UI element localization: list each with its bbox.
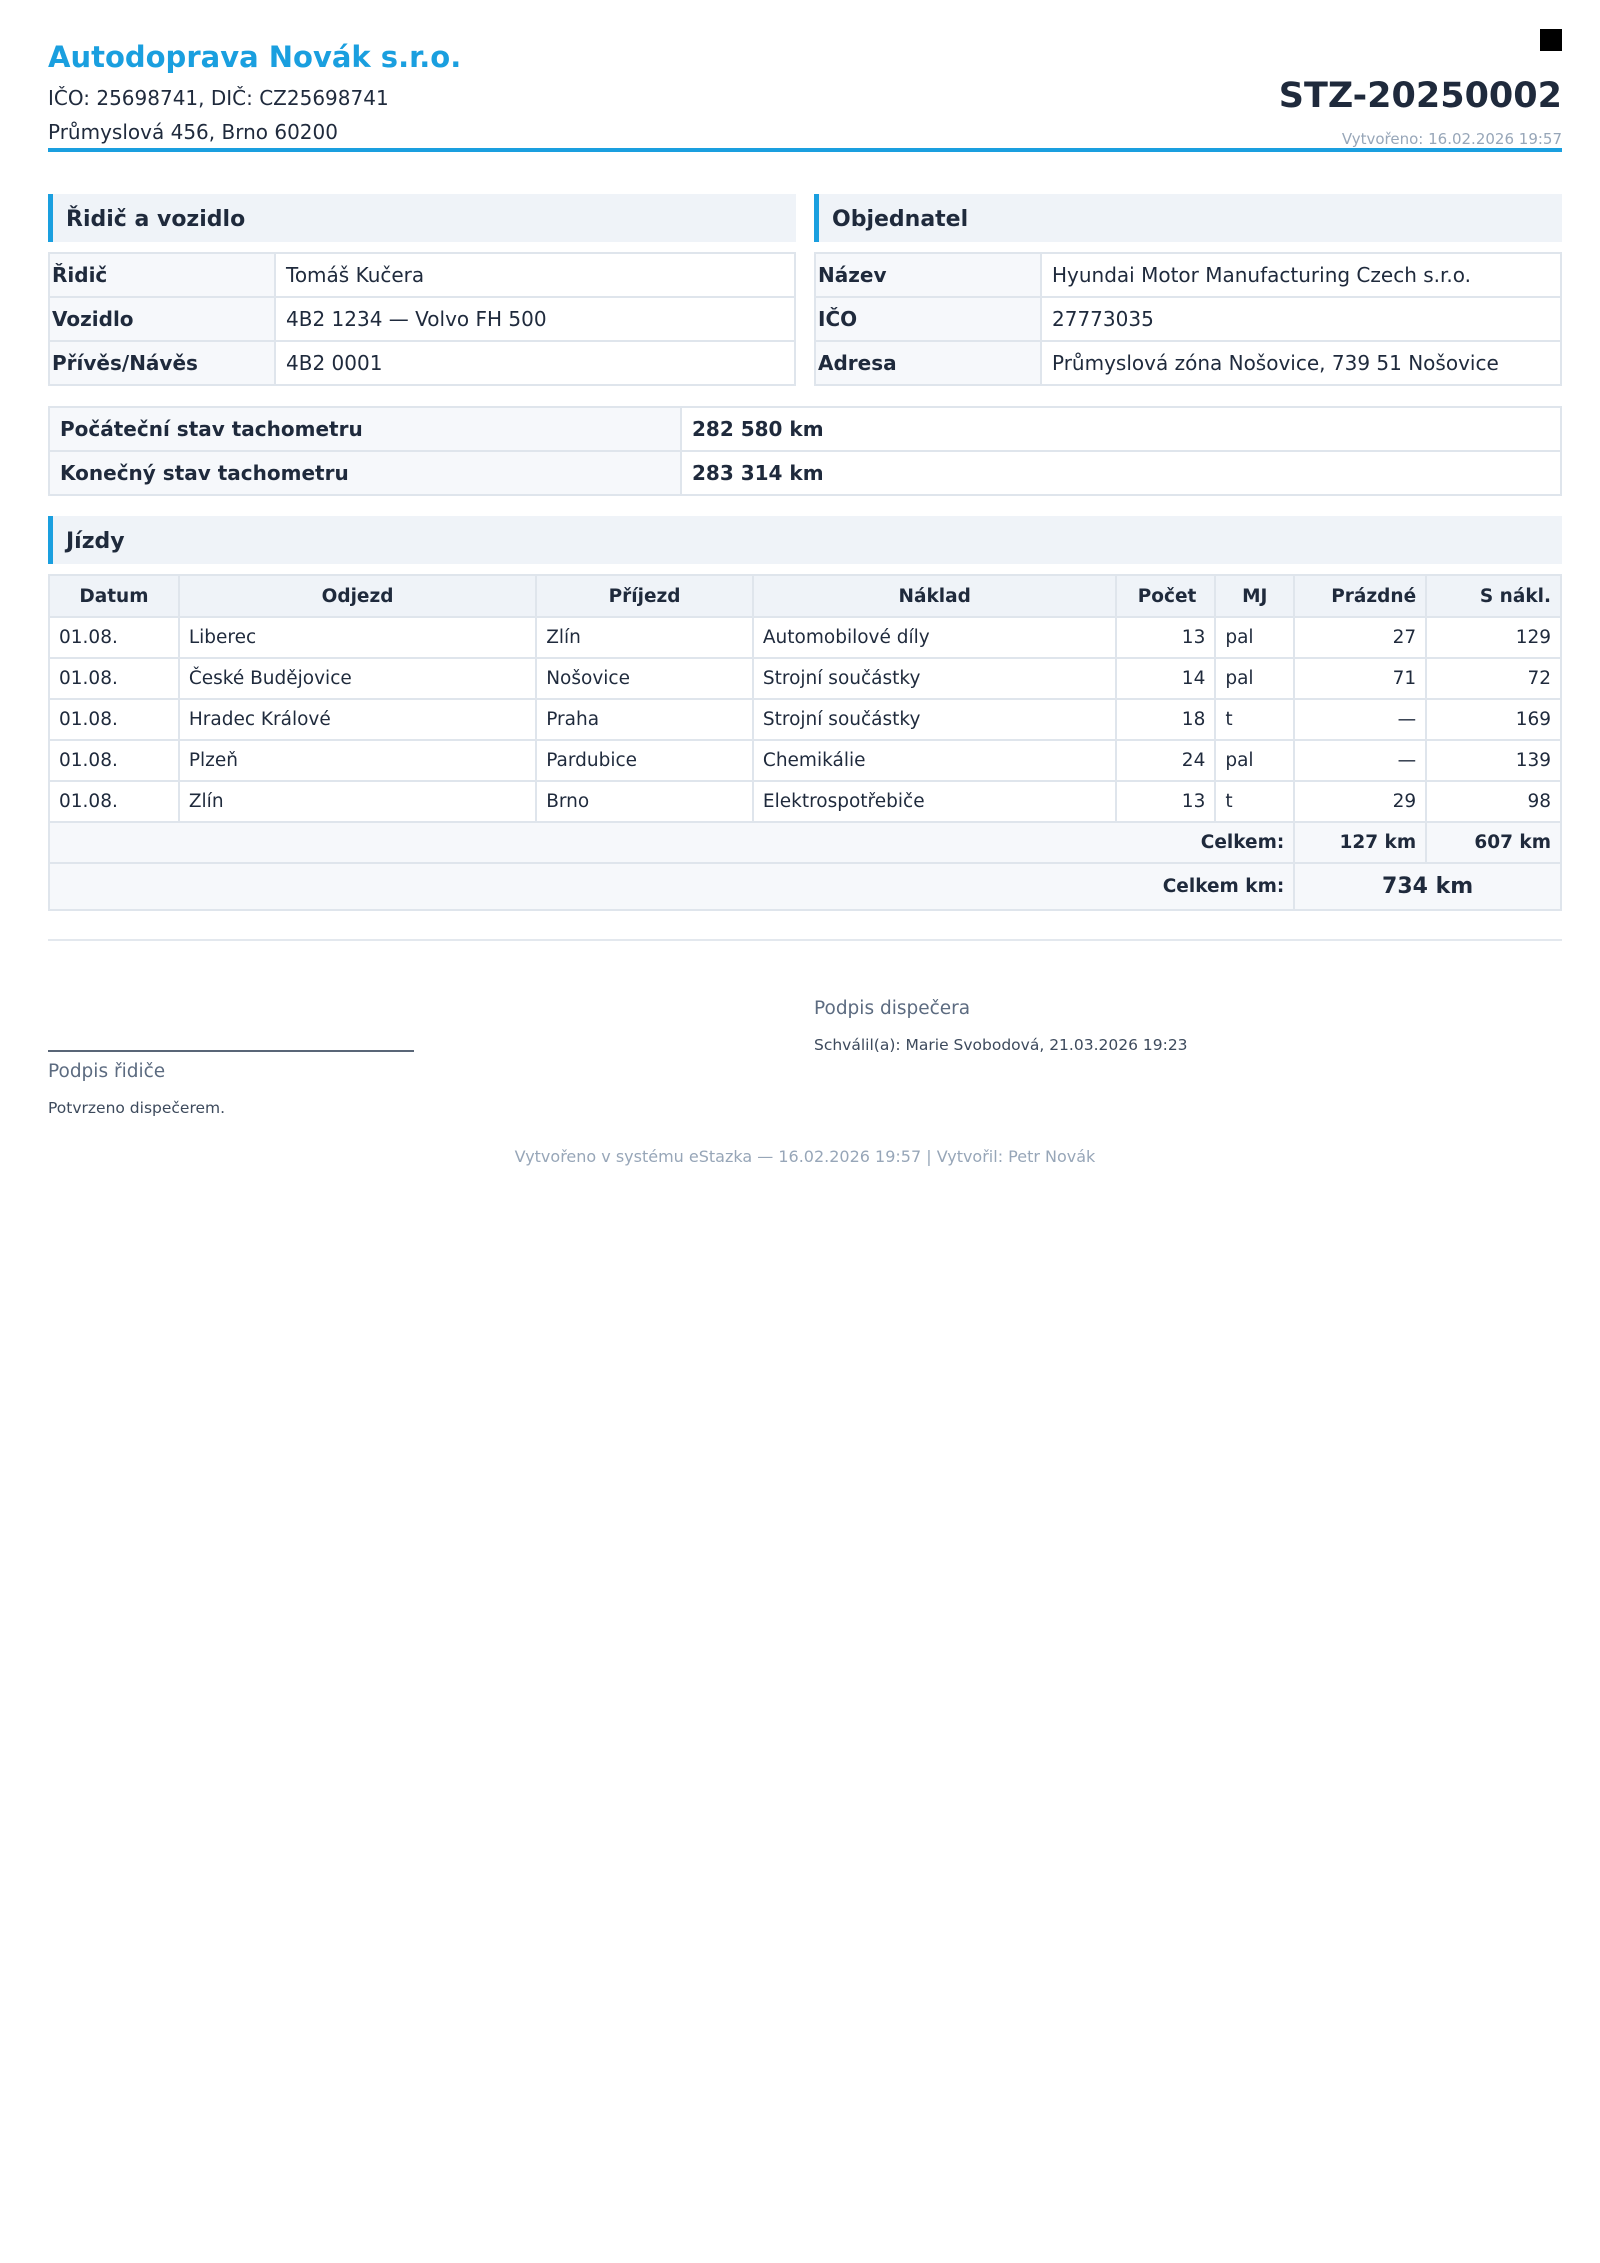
column-header: Odjezd — [179, 575, 536, 617]
trip-cargo: Strojní součástky — [753, 658, 1117, 699]
tachometer-end-label: Konečný stav tachometru — [49, 451, 681, 495]
table-row — [49, 658, 1561, 699]
field-value: Průmyslová zóna Nošovice, 739 51 Nošovice — [1041, 341, 1561, 385]
tachometer-end-value: 283 314 km — [681, 451, 1561, 495]
table-row — [49, 617, 1561, 658]
table-row — [49, 740, 1561, 781]
trip-cargo: Chemikálie — [753, 740, 1117, 781]
trip-loaded-km: 169 — [1426, 699, 1561, 740]
column-header: Datum — [49, 575, 179, 617]
trip-date: 01.08. — [49, 740, 179, 781]
subtotal-label: Celkem: — [49, 822, 1294, 863]
table-row — [49, 253, 795, 297]
trip-empty-km: — — [1294, 699, 1426, 740]
trip-loaded-km: 98 — [1426, 781, 1561, 822]
field-label: Přívěs/Návěs — [49, 341, 275, 385]
header-divider — [48, 148, 1562, 152]
trip-arrival: Nošovice — [536, 658, 753, 699]
black-square-mark — [1540, 29, 1562, 51]
field-label: Vozidlo — [49, 297, 275, 341]
trip-departure: České Budějovice — [179, 658, 536, 699]
field-value: Tomáš Kučera — [275, 253, 795, 297]
table-row — [49, 407, 1561, 451]
driver-vehicle-panel — [48, 194, 796, 386]
section-title-trips: Jízdy — [48, 516, 1562, 564]
trip-loaded-km: 139 — [1426, 740, 1561, 781]
total-row — [49, 863, 1561, 910]
dispatcher-approval-note: Schválil(a): Marie Svobodová, 21.03.2026 19:23 — [814, 1036, 1188, 1054]
trip-unit: pal — [1215, 617, 1294, 658]
table-row — [815, 297, 1561, 341]
table-row — [49, 699, 1561, 740]
column-header: Počet — [1116, 575, 1215, 617]
column-header: Náklad — [753, 575, 1117, 617]
trip-date: 01.08. — [49, 781, 179, 822]
trip-cargo: Strojní součástky — [753, 699, 1117, 740]
trips-table — [48, 574, 1562, 911]
trip-date: 01.08. — [49, 699, 179, 740]
trip-date: 01.08. — [49, 658, 179, 699]
trip-cargo: Elektrospotřebiče — [753, 781, 1117, 822]
field-value: Hyundai Motor Manufacturing Czech s.r.o. — [1041, 253, 1561, 297]
driver-signature-label: Podpis řidiče — [48, 1061, 166, 1082]
trip-count: 24 — [1116, 740, 1215, 781]
document-header — [48, 0, 1562, 152]
company-name: Autodoprava Novák s.r.o. — [48, 40, 462, 74]
trip-arrival: Brno — [536, 781, 753, 822]
trip-empty-km: 29 — [1294, 781, 1426, 822]
parties-section — [48, 194, 1562, 386]
trip-empty-km: 71 — [1294, 658, 1426, 699]
trip-cargo: Automobilové díly — [753, 617, 1117, 658]
trip-departure: Hradec Králové — [179, 699, 536, 740]
trip-unit: pal — [1215, 658, 1294, 699]
trip-sheet-page — [48, 0, 1562, 1166]
document-footer: Vytvořeno v systému eStazka — 16.02.2026 19:57 | Vytvořil: Petr Novák — [514, 1147, 1096, 1166]
customer-table — [814, 252, 1562, 386]
total-label: Celkem km: — [49, 863, 1294, 910]
driver-confirmation-note: Potvrzeno dispečerem. — [48, 1099, 226, 1117]
subtotal-empty-km: 127 km — [1294, 822, 1426, 863]
column-header: S nákl. — [1426, 575, 1561, 617]
table-row — [49, 781, 1561, 822]
trip-unit: pal — [1215, 740, 1294, 781]
trip-date: 01.08. — [49, 617, 179, 658]
field-value: 4B2 1234 — Volvo FH 500 — [275, 297, 795, 341]
trip-loaded-km: 72 — [1426, 658, 1561, 699]
driver-signature-line — [48, 1050, 414, 1052]
trip-empty-km: 27 — [1294, 617, 1426, 658]
table-row — [815, 341, 1561, 385]
table-row — [815, 253, 1561, 297]
trip-count: 18 — [1116, 699, 1215, 740]
trip-departure: Plzeň — [179, 740, 536, 781]
column-header: Příjezd — [536, 575, 753, 617]
trip-arrival: Zlín — [536, 617, 753, 658]
company-ids: IČO: 25698741, DIČ: CZ25698741 — [48, 86, 389, 110]
column-header: MJ — [1215, 575, 1294, 617]
table-row — [49, 297, 795, 341]
trip-arrival: Pardubice — [536, 740, 753, 781]
field-value: 4B2 0001 — [275, 341, 795, 385]
field-label: Adresa — [815, 341, 1041, 385]
column-header: Prázdné — [1294, 575, 1426, 617]
customer-panel — [814, 194, 1562, 386]
section-divider — [48, 939, 1562, 941]
tachometer-start-value: 282 580 km — [681, 407, 1561, 451]
total-km-value: 734 km — [1294, 863, 1561, 910]
trip-count: 14 — [1116, 658, 1215, 699]
trip-count: 13 — [1116, 617, 1215, 658]
trip-departure: Zlín — [179, 781, 536, 822]
subtotal-loaded-km: 607 km — [1426, 822, 1561, 863]
subtotal-row — [49, 822, 1561, 863]
trip-empty-km: — — [1294, 740, 1426, 781]
company-address: Průmyslová 456, Brno 60200 — [48, 120, 338, 144]
field-label: Řidič — [49, 253, 275, 297]
tachometer-table — [48, 406, 1562, 496]
section-title-driver-vehicle: Řidič a vozidlo — [48, 194, 796, 242]
table-row — [49, 451, 1561, 495]
created-timestamp: Vytvořeno: 16.02.2026 19:57 — [1341, 130, 1562, 148]
table-header-row — [49, 575, 1561, 617]
field-value: 27773035 — [1041, 297, 1561, 341]
section-title-customer: Objednatel — [814, 194, 1562, 242]
trip-unit: t — [1215, 781, 1294, 822]
field-label: Název — [815, 253, 1041, 297]
trip-count: 13 — [1116, 781, 1215, 822]
tachometer-start-label: Počáteční stav tachometru — [49, 407, 681, 451]
trip-unit: t — [1215, 699, 1294, 740]
driver-vehicle-table — [48, 252, 796, 386]
trip-departure: Liberec — [179, 617, 536, 658]
field-label: IČO — [815, 297, 1041, 341]
trip-arrival: Praha — [536, 699, 753, 740]
table-row — [49, 341, 795, 385]
dispatcher-signature-label: Podpis dispečera — [814, 998, 971, 1019]
trip-loaded-km: 129 — [1426, 617, 1561, 658]
document-number: STZ-20250002 — [1278, 76, 1562, 116]
